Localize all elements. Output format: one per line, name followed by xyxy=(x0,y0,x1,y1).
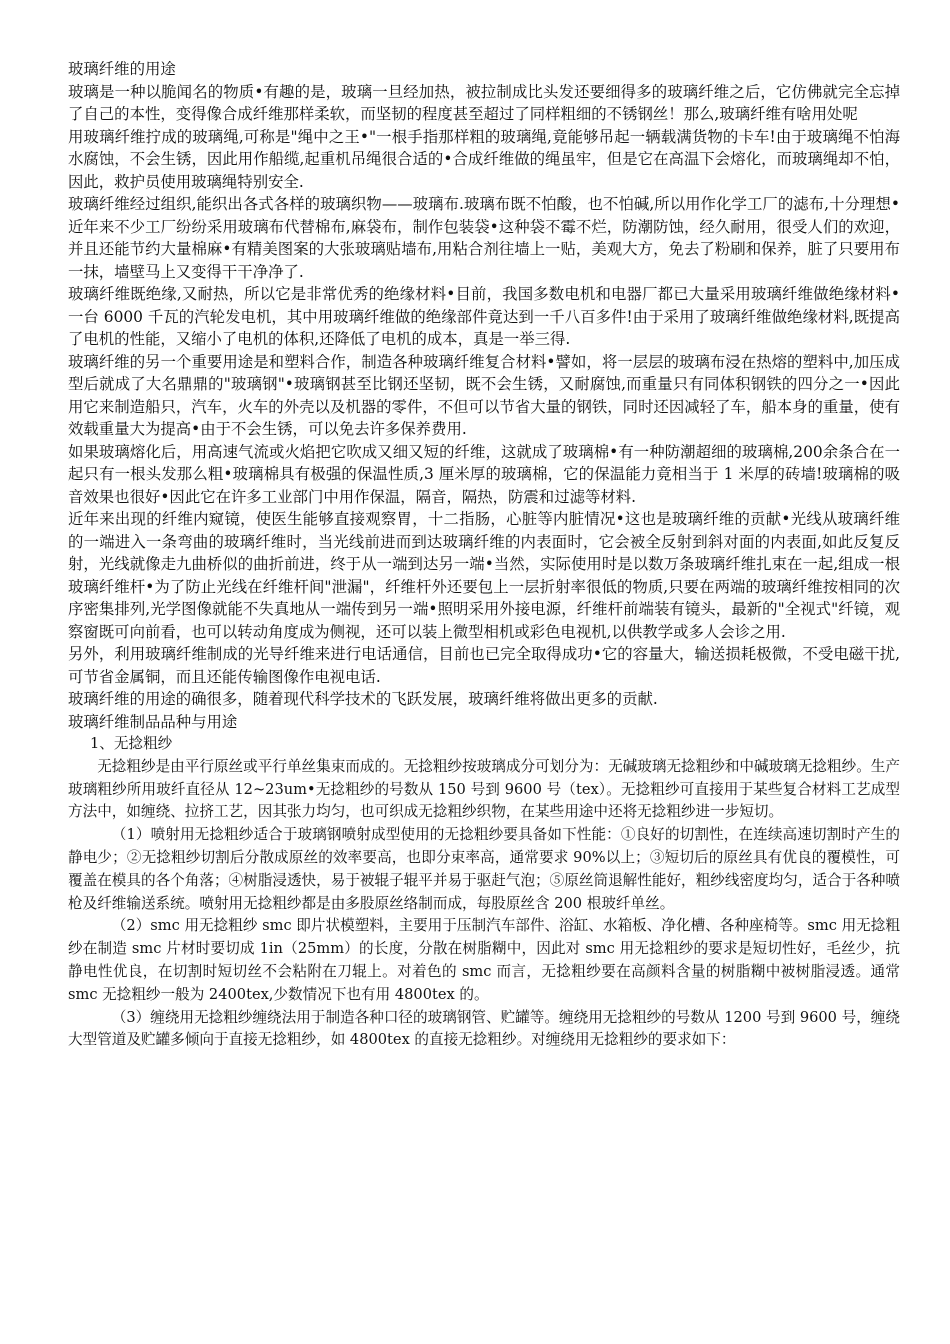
sub-title: 1、无捻粗纱 xyxy=(90,735,173,752)
paragraph: 玻璃纤维既绝缘,又耐热，所以它是非常优秀的绝缘材料•目前，我国多数电机和电器厂都已大量采用玻璃纤维做绝缘材料•一台 6000 千瓦的汽轮发电机，其中用玻璃纤维做的绝缘部件竟达到一千八百多件!由于采用了玻璃纤维做绝缘材料,既提高了电机的性能，又缩小了电机的体积,还降低了电机的成本，真是一举三得. xyxy=(68,285,900,348)
paragraph: 玻璃是一种以脆闻名的物质•有趣的是，玻璃一旦经加热，被拉制成比头发还要细得多的玻璃纤维之后，它仿佛就完全忘掉了自己的本性，变得像合成纤维那样柔软，而坚韧的程度甚至超过了同样粗细的不锈钢丝！那么,玻璃纤维有啥用处呢 xyxy=(68,82,900,123)
document-title: 玻璃纤维的用途 xyxy=(68,60,176,78)
paragraph: 玻璃纤维的用途的确很多，随着现代科学技术的飞跃发展，玻璃纤维将做出更多的贡献. xyxy=(68,690,658,708)
paragraph: 用玻璃纤维拧成的玻璃绳,可称是"绳中之王•"一根手指那样粗的玻璃绳,竟能够吊起一辆载满货物的卡车!由于玻璃绳不怕海水腐蚀，不会生锈，因此用作船缆,起重机吊绳很合适的•合成纤维做的绳虽牢，但是它在高温下会熔化，而玻璃绳却不怕，因此，救护员使用玻璃绳特别安全. xyxy=(68,127,900,191)
document-page xyxy=(68,58,900,1052)
paragraph: 近年来出现的纤维内窥镜，使医生能够直接观察胃，十二指肠，心脏等内脏情况•这也是玻璃纤维的贡献•光线从玻璃纤维的一端进入一条弯曲的玻璃纤维时，当光线前进而到达玻璃纤维的内表面时，它会被全反射到斜对面的内表面,如此反复反射，光线就像走九曲桥似的曲折前进，终于从一端到达另一端•当然，实际使用时是以数万条玻璃纤维扎束在一起,组成一根玻璃纤维杆•为了防止光线在纤维杆间"泄漏"，纤维杆外还要包上一层折射率很低的物质,只要在两端的玻璃纤维按相同的次序密集排列,光学图像就能不失真地从一端传到另一端•照明采用外接电源，纤维杆前端装有镜头，最新的"全视式"纤镜，观察窗既可向前看，也可以转动角度成为侧视，还可以装上微型相机或彩色电视机,以供教学或多人会诊之用. xyxy=(68,510,900,641)
list-item: （3）缠绕用无捻粗纱缠绕法用于制造各种口径的玻璃钢管、贮罐等。缠绕用无捻粗纱的号数从 1200 号到 9600 号，缠绕大型管道及贮罐多倾向于直接无捻粗纱，如 4800tex 的直接无捻粗纱。对缠绕用无捻粗纱的要求如下： xyxy=(68,1008,900,1049)
section-title: 玻璃纤维制品品种与用途 xyxy=(68,712,238,731)
intro-paragraph: 无捻粗纱是由平行原丝或平行单丝集束而成的。无捻粗纱按玻璃成分可划分为：无碱玻璃无捻粗纱和中碱玻璃无捻粗纱。生产玻璃粗纱所用玻纤直径从 12~23um•无捻粗纱的号数从 150 号到 9600 号（tex）。无捻粗纱可直接用于某些复合材料工艺成型方法中，如缠绕、拉挤工艺，因其张力均匀，也可织成无捻粗纱织物，在某些用途中还将无捻粗纱进一步短切。 xyxy=(68,757,900,821)
paragraph: 玻璃纤维经过组织,能织出各式各样的玻璃织物——玻璃布.玻璃布既不怕酸，也不怕碱,所以用作化学工厂的滤布,十分理想•近年来不少工厂纷纷采用玻璃布代替棉布,麻袋布，制作包装袋•这种袋不霉不烂，防潮防蚀，经久耐用，很受人们的欢迎，并且还能节约大量棉麻•有精美图案的大张玻璃贴墙布,用粘合剂往墙上一贴，美观大方，免去了粉刷和保养，脏了只要用布一抹，墙壁马上又变得干干净净了. xyxy=(68,195,900,281)
paragraph: 如果玻璃熔化后，用高速气流或火焰把它吹成又细又短的纤维，这就成了玻璃棉•有一种防潮超细的玻璃棉,200余条合在一起只有一根头发那么粗•玻璃棉具有极强的保温性质,3 厘米厚的玻璃棉，它的保温能力竟相当于 1 米厚的砖墙!玻璃棉的吸音效果也很好•因此它在许多工业部门中用作保温，隔音，隔热，防震和过滤等材料. xyxy=(68,442,900,506)
paragraph: 另外，利用玻璃纤维制成的光导纤维来进行电话通信，目前也已完全取得成功•它的容量大，输送损耗极微，不受电磁干扰,可节省金属铜，而且还能传输图像作电视电话. xyxy=(68,645,900,686)
paragraph: 玻璃纤维的另一个重要用途是和塑料合作，制造各种玻璃纤维复合材料•譬如，将一层层的玻璃布浸在热熔的塑料中,加压成型后就成了大名鼎鼎的"玻璃钢"•玻璃钢甚至比钢还坚韧，既不会生锈，又耐腐蚀,而重量只有同体积钢铁的四分之一•因此用它来制造船只，汽车，火车的外壳以及机器的零件，不但可以节省大量的钢铁，同时还因减轻了车，船本身的重量，使有效载重量大为提高•由于不会生锈，可以免去许多保养费用. xyxy=(68,352,900,438)
list-item: （2）smc 用无捻粗纱 smc 即片状模塑料，主要用于压制汽车部件、浴缸、水箱板、净化槽、各种座椅等。smc 用无捻粗纱在制造 smc 片材时要切成 1in（25mm）的长度，分散在树脂糊中，因此对 smc 用无捻粗纱的要求是短切性好，毛丝少，抗静电性优良，在切割时短切丝不会粘附在刀辊上。对着色的 smc 而言，无捻粗纱要在高颜料含量的树脂糊中被树脂浸透。通常 smc 无捻粗纱一般为 2400tex,少数情况下也有用 4800tex 的。 xyxy=(68,917,900,1003)
list-item: （1）喷射用无捻粗纱适合于玻璃钢喷射成型使用的无捻粗纱要具备如下性能：①良好的切割性，在连续高速切割时产生的静电少；②无捻粗纱切割后分散成原丝的效率要高，也即分束率高，通常要求 90%以上；③短切后的原丝具有优良的覆模性，可覆盖在模具的各个角落；④树脂浸透快，易于被辊子辊平并易于驱赶气泡；⑤原丝筒退解性能好，粗纱线密度均匀，适合于各种喷枪及纤维输送系统。喷射用无捻粗纱都是由多股原丝络制而成，每股原丝含 200 根玻纤单丝。 xyxy=(68,826,900,912)
